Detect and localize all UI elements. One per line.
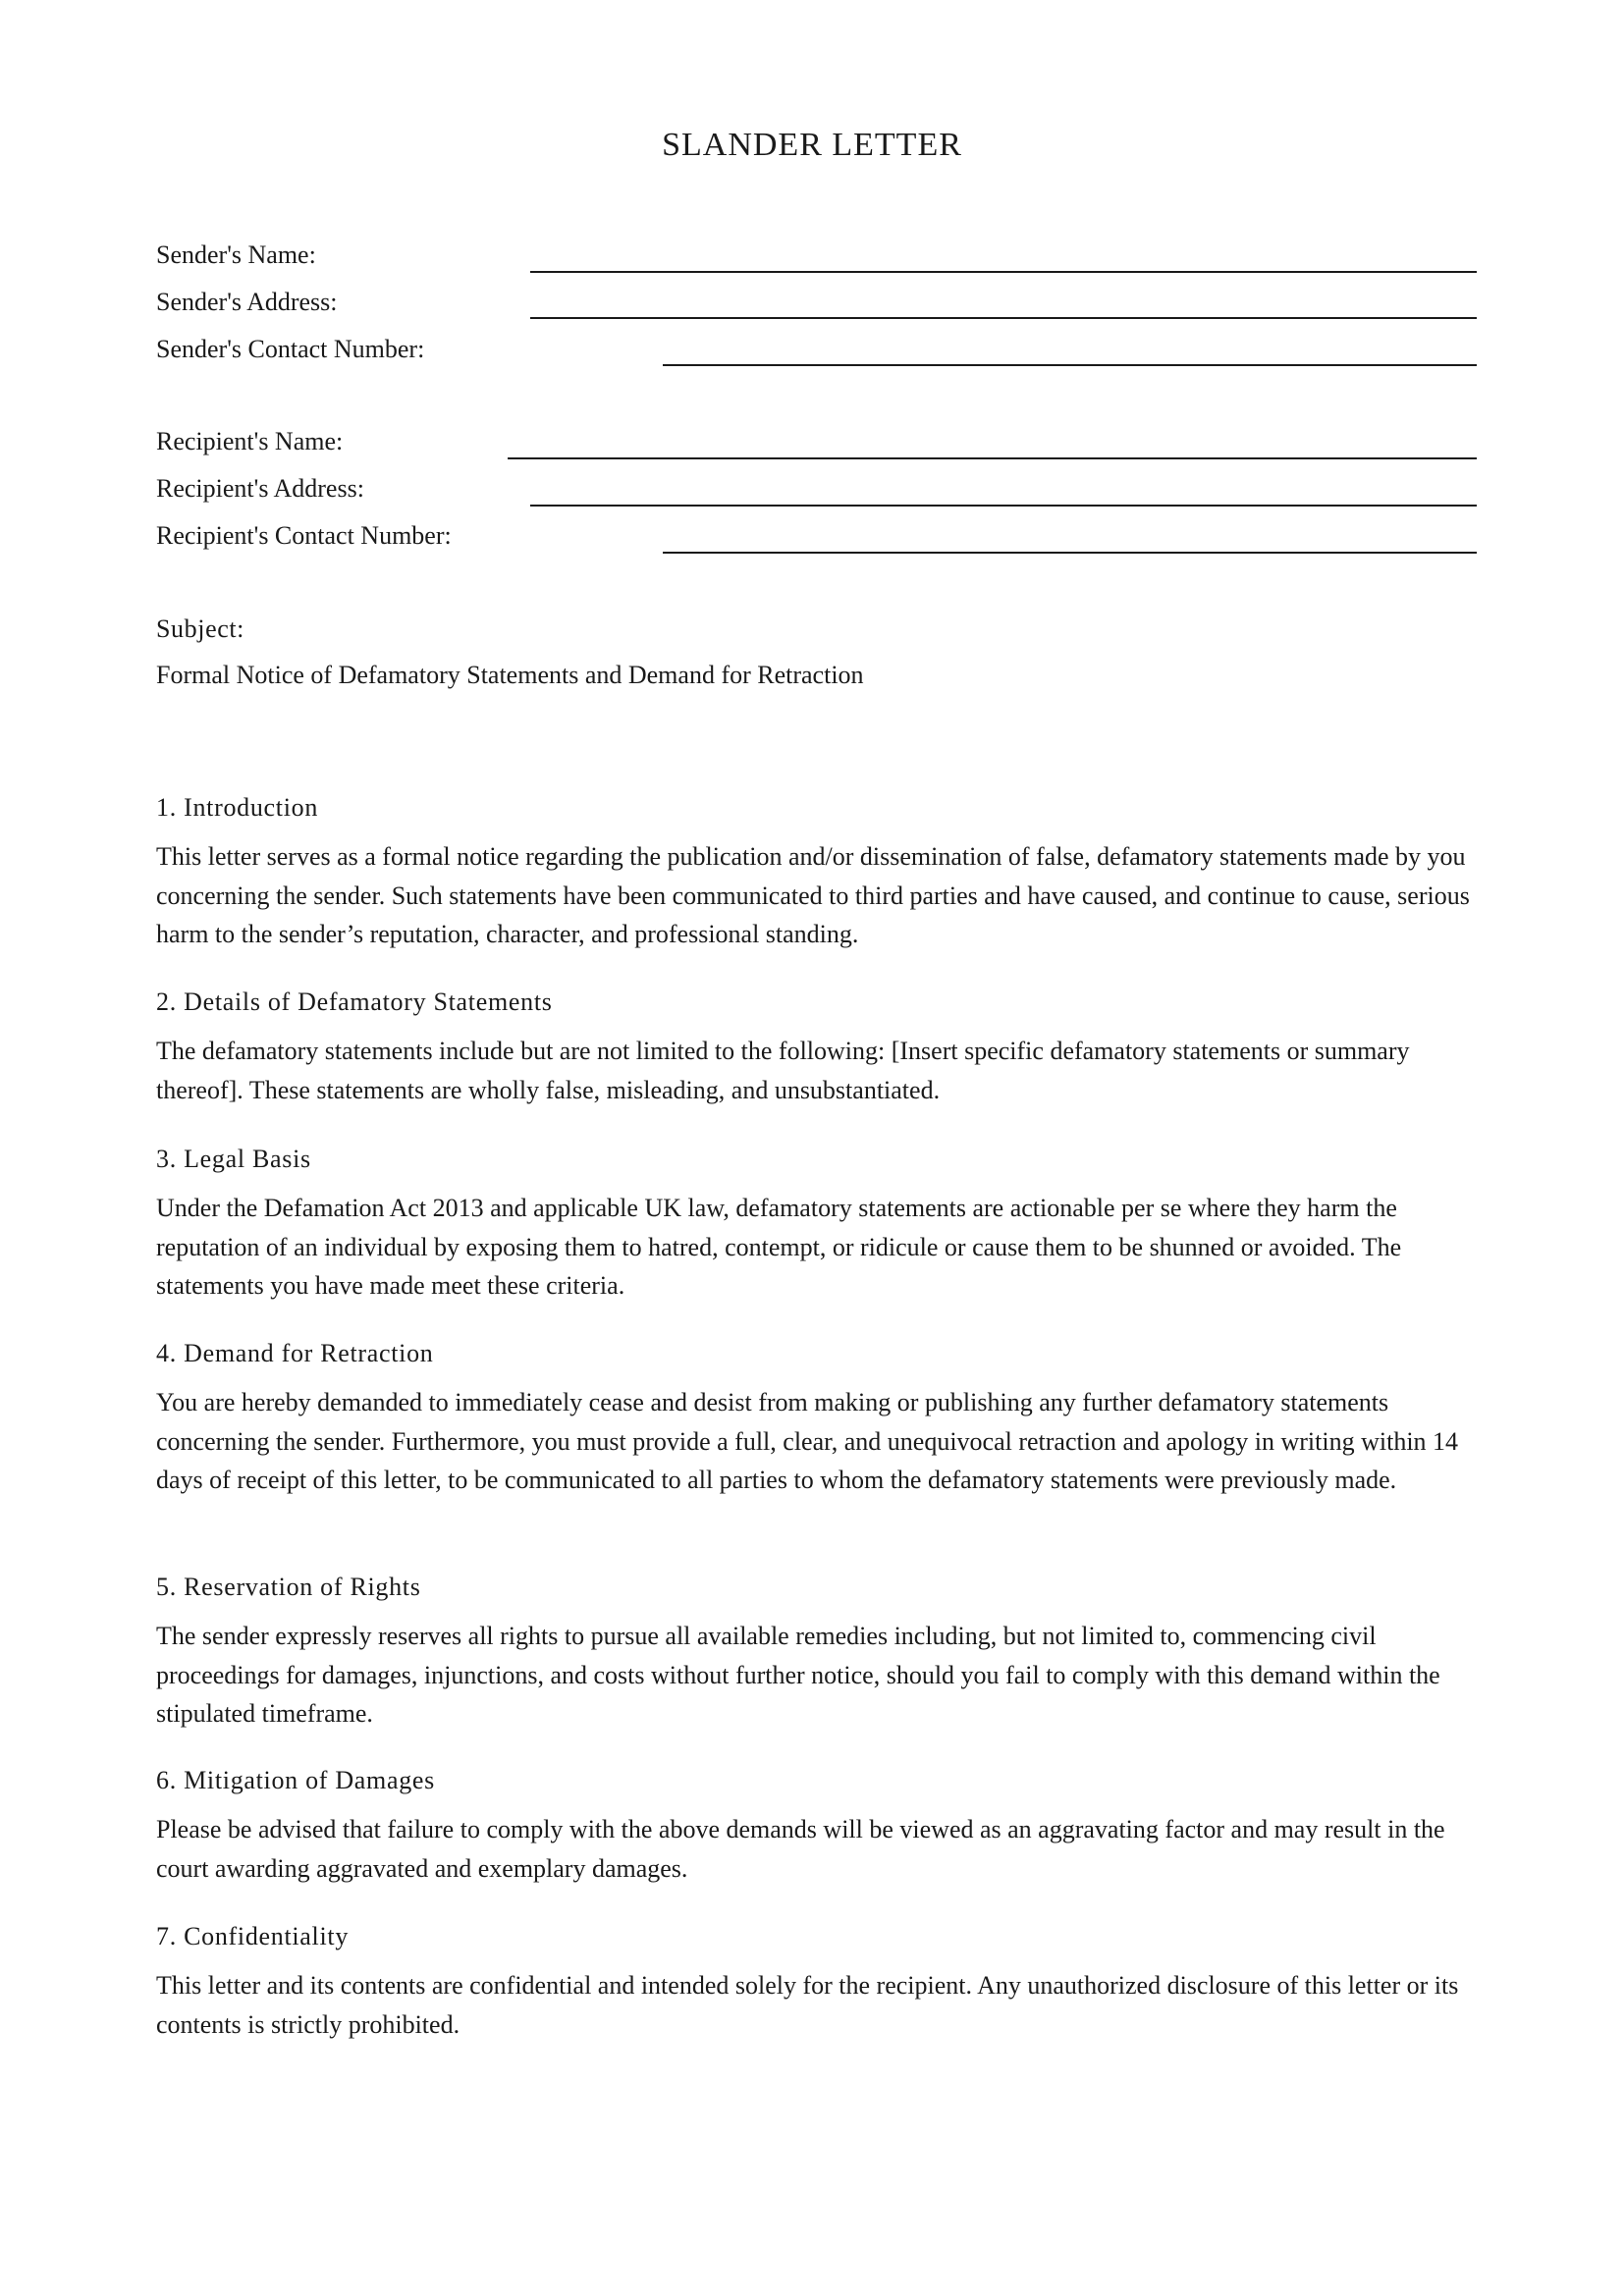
section-heading: 5. Reservation of Rights xyxy=(156,1573,421,1601)
section-heading: 6. Mitigation of Damages xyxy=(156,1766,435,1794)
section-heading: 3. Legal Basis xyxy=(156,1145,311,1173)
section-heading: 2. Details of Defamatory Statements xyxy=(156,988,553,1016)
section-body: Under the Defamation Act 2013 and applicable UK law, defamatory statements are actionable per se where they harm the reputation of an individual by exposing them to hatred, contempt, or ridicule or cause them to be shunned or avoided. The statements you have made meet these criteria. xyxy=(156,1194,1402,1300)
section-body: You are hereby demanded to immediately cease and desist from making or publishing any further defamatory statements concerning the sender. Furthermore, you must provide a full, clear, and unequivocal retraction and apology in writing within 14 days of receipt of this letter, to be communicated to all parties to whom the defamatory statements were previously made. xyxy=(156,1388,1459,1494)
section-introduction xyxy=(156,791,1482,954)
section-mitigation-of-damages xyxy=(156,1764,1482,1888)
sender-address-label: Sender's Address: xyxy=(156,288,338,316)
sender-contact-label: Sender's Contact Number: xyxy=(156,335,425,363)
sender-contact-field[interactable] xyxy=(663,364,1477,366)
section-heading: 1. Introduction xyxy=(156,793,319,822)
section-body: The sender expressly reserves all rights to pursue all available remedies including, but not limited to, commencing civil proceedings for damages, injunctions, and costs without further notice, should you fail to comply with this demand within the stipulated timeframe. xyxy=(156,1622,1440,1728)
subject-label: Subject: xyxy=(156,614,245,643)
section-body: This letter serves as a formal notice regarding the publication and/or dissemination of false, defamatory statements made by you concerning the sender. Such statements have been communicated to third parties and have caused, and continue to cause, serious harm to the sender’s reputation, character, and professional standing. xyxy=(156,842,1470,948)
section-body: This letter and its contents are confidential and intended solely for the recipient. Any unauthorized disclosure of this letter or its contents is strictly prohibited. xyxy=(156,1971,1459,2039)
section-reservation-of-rights xyxy=(156,1571,1482,1734)
recipient-contact-label: Recipient's Contact Number: xyxy=(156,521,452,550)
section-details xyxy=(156,986,1482,1109)
section-heading: 7. Confidentiality xyxy=(156,1922,350,1950)
recipient-name-label: Recipient's Name: xyxy=(156,427,344,455)
sender-name-field[interactable] xyxy=(530,271,1477,273)
section-legal-basis xyxy=(156,1143,1482,1306)
section-demand-for-retraction xyxy=(156,1337,1482,1500)
recipient-address-label: Recipient's Address: xyxy=(156,474,364,503)
recipient-contact-field[interactable] xyxy=(663,552,1477,554)
sender-name-label: Sender's Name: xyxy=(156,240,316,269)
document-title: SLANDER LETTER xyxy=(662,127,962,163)
section-body: Please be advised that failure to comply with the above demands will be viewed as an aggravating factor and may result in the court awarding aggravated and exemplary damages. xyxy=(156,1815,1445,1883)
recipient-name-field[interactable] xyxy=(508,457,1477,459)
subject-text: Formal Notice of Defamatory Statements and Demand for Retraction xyxy=(156,661,864,689)
sender-address-field[interactable] xyxy=(530,317,1477,319)
recipient-address-field[interactable] xyxy=(530,505,1477,507)
section-heading: 4. Demand for Retraction xyxy=(156,1339,434,1367)
section-body: The defamatory statements include but are not limited to the following: [Insert specific defamatory statements or summary thereof]. These statements are wholly false, misleading, and unsubstantiated. xyxy=(156,1037,1410,1104)
section-confidentiality xyxy=(156,1920,1482,2044)
